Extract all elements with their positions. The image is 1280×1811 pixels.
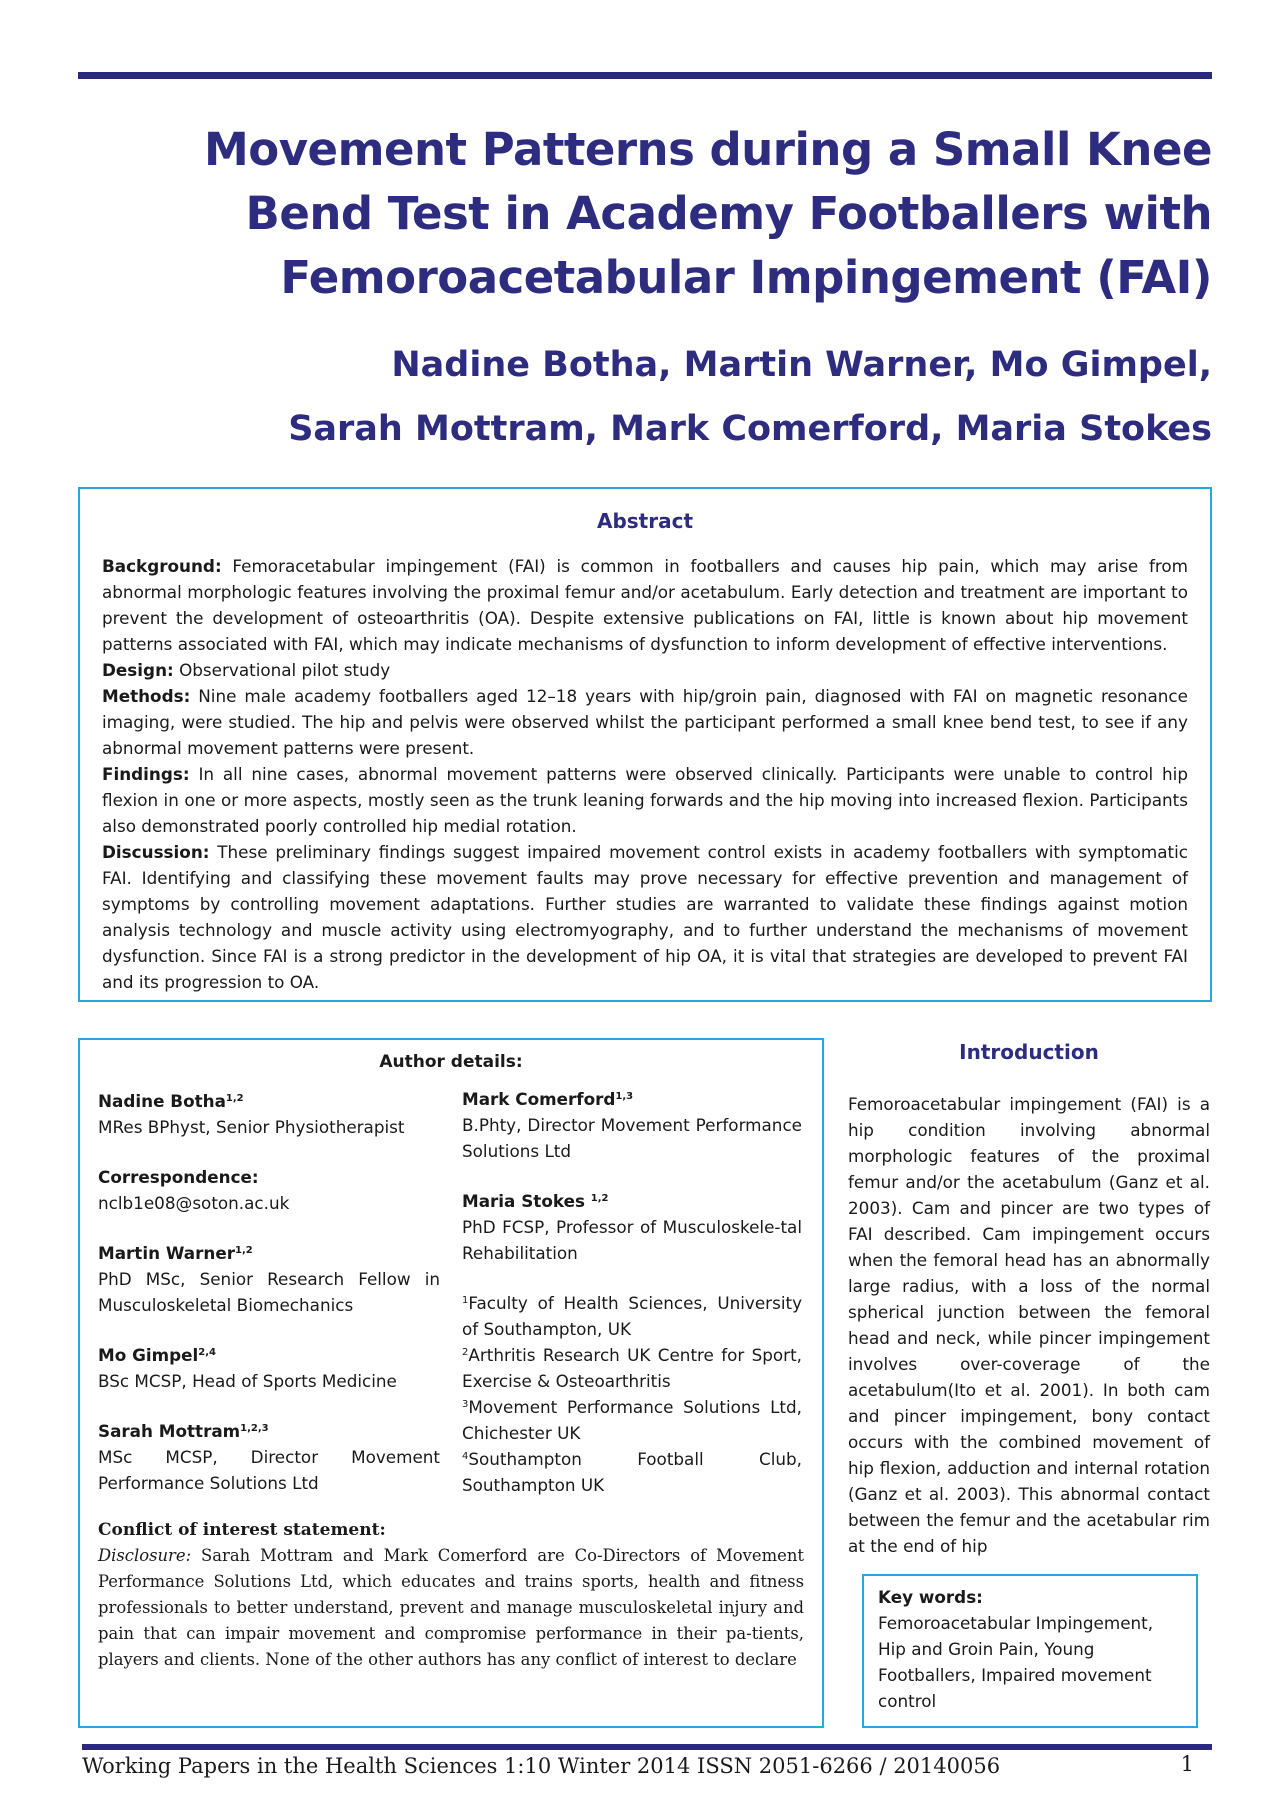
abstract-heading: Abstract bbox=[596, 509, 694, 533]
author-entry-mottram bbox=[98, 1418, 440, 1496]
author-name bbox=[98, 1342, 440, 1368]
affiliation-text: Arthritis Research UK Centre for Sport, Exercise & Osteoarthritis bbox=[462, 1345, 802, 1391]
abstract-box bbox=[78, 487, 1212, 1002]
affiliation-sup: 4 bbox=[462, 1451, 469, 1462]
affiliation-sup: 3 bbox=[462, 1399, 469, 1410]
affiliation-1 bbox=[462, 1290, 802, 1342]
author-list bbox=[212, 333, 1212, 461]
affiliation-3 bbox=[462, 1394, 802, 1446]
author-name-text: Mo Gimpel bbox=[98, 1345, 199, 1365]
abstract-background bbox=[102, 553, 1188, 657]
design-label: Design: bbox=[102, 660, 174, 680]
correspondence-entry bbox=[98, 1164, 440, 1216]
findings-text: In all nine cases, abnormal movement patterns were observed clinically. Participants were unable to control hip flexion in one or more aspects, mostly seen as the trunk leaning forwards and the hip moving into increased flexion. Participants also demonstrated poorly controlled hip medial rotation. bbox=[102, 764, 1188, 836]
author-name bbox=[462, 1188, 802, 1214]
author-details-box bbox=[78, 1038, 824, 1728]
affiliation-2 bbox=[462, 1342, 802, 1394]
discussion-label: Discussion: bbox=[102, 842, 210, 862]
author-description: BSc MCSP, Head of Sports Medicine bbox=[98, 1371, 397, 1391]
author-column-right bbox=[462, 1086, 802, 1498]
title-line-1: Movement Patterns during a Small Knee bbox=[204, 123, 1212, 176]
author-name-text: Martin Warner bbox=[98, 1243, 235, 1263]
keywords-heading: Key words: bbox=[878, 1587, 983, 1607]
author-name bbox=[98, 1088, 440, 1114]
affiliation-4 bbox=[462, 1446, 802, 1498]
author-affiliation-sup: 1,3 bbox=[615, 1091, 634, 1102]
conflict-heading: Conflict of interest statement: bbox=[98, 1520, 386, 1540]
author-entry-gimpel bbox=[98, 1342, 440, 1394]
author-description: PhD FCSP, Professor of Musculoskele-tal Rehabilitation bbox=[462, 1217, 802, 1263]
author-affiliation-sup: 1,2 bbox=[234, 1245, 253, 1256]
methods-label: Methods: bbox=[102, 686, 191, 706]
background-label: Background: bbox=[102, 556, 222, 576]
author-description: B.Phty, Director Movement Performance Solutions Ltd bbox=[462, 1115, 802, 1161]
author-name-text: Mark Comerford bbox=[462, 1089, 616, 1109]
background-text: Femoracetabular impingement (FAI) is common in footballers and causes hip pain, which may arise from abnormal morphologic features involving the proximal femur and/or acetabulum. Early detection and treatment are important to prevent the development of osteoarthritis (OA). Despite extensive publications on FAI, little is known about hip movement patterns associated with FAI, which may indicate mechanisms of dysfunction to inform development of effective interventions. bbox=[102, 556, 1188, 654]
author-line-2: Sarah Mottram, Mark Comerford, Maria Stokes bbox=[288, 409, 1212, 449]
author-affiliation-sup: 1,2,3 bbox=[240, 1423, 269, 1434]
design-text: Observational pilot study bbox=[173, 660, 391, 680]
discussion-text: These preliminary findings suggest impaired movement control exists in academy footballers with symptomatic FAI. Identifying and classifying these movement faults may prove necessary for effective prevention and management of symptoms by controlling movement adaptations. Further studies are warranted to validate these findings against motion analysis technology and muscle activity using electromyography, and to further understand the mechanisms of movement dysfunction. Since FAI is a strong predictor in the development of hip OA, it is vital that strategies are developed to prevent FAI and its progression to OA. bbox=[102, 842, 1188, 992]
author-entry-warner bbox=[98, 1240, 440, 1318]
paper-title bbox=[192, 118, 1212, 310]
conflict-text bbox=[98, 1543, 804, 1673]
affiliation-sup: 2 bbox=[462, 1347, 469, 1358]
introduction-heading: Introduction bbox=[959, 1040, 1099, 1064]
author-entry-botha bbox=[98, 1088, 440, 1140]
correspondence-email[interactable]: nclb1e08@soton.ac.uk bbox=[98, 1193, 290, 1213]
author-name bbox=[98, 1240, 440, 1266]
author-name bbox=[98, 1418, 440, 1444]
author-name bbox=[462, 1086, 802, 1112]
title-line-2: Bend Test in Academy Footballers with bbox=[245, 187, 1212, 240]
conflict-of-interest bbox=[98, 1517, 804, 1673]
author-description: MSc MCSP, Director Movement Performance Solutions Ltd bbox=[98, 1447, 440, 1493]
page-number: 1 bbox=[1180, 1752, 1194, 1776]
author-name-text: Maria Stokes bbox=[462, 1191, 591, 1211]
author-details-heading: Author details: bbox=[379, 1052, 523, 1072]
keywords-text: Femoroacetabular Impingement, Hip and Groin Pain, Young Footballers, Impaired movement control bbox=[878, 1613, 1154, 1711]
title-line-3: Femoroacetabular Impingement (FAI) bbox=[280, 251, 1212, 304]
author-affiliation-sup: 1,2 bbox=[590, 1193, 609, 1204]
author-description: PhD MSc, Senior Research Fellow in Musculoskeletal Biomechanics bbox=[98, 1269, 440, 1315]
affiliation-text: Faculty of Health Sciences, University of Southampton, UK bbox=[462, 1293, 802, 1339]
methods-text: Nine male academy footballers aged 12–18 years with hip/groin pain, diagnosed with FAI on magnetic resonance imaging, were studied. The hip and pelvis were observed whilst the participant performed a small knee bend test, to see if any abnormal movement patterns were present. bbox=[102, 686, 1188, 758]
introduction-text: Femoroacetabular impingement (FAI) is a hip condition involving abnormal morphologic features of the proximal femur and/or the acetabulum (Ganz et al. 2003). Cam and pincer are two types of FAI described. Cam impingement occurs when the femoral head has an abnormally large radius, with a loss of the normal spherical junction between the femoral head and neck, while pincer impingement involves over-coverage of the acetabulum(Ito et al. 2001). In both cam and pincer impingement, bony contact occurs with the combined movement of hip flexion, adduction and internal rotation (Ganz et al. 2003). This abnormal contact between the femur and the acetabular rim at the end of hip bbox=[848, 1094, 1210, 1556]
author-affiliation-sup: 2,4 bbox=[198, 1347, 216, 1358]
findings-label: Findings: bbox=[102, 764, 190, 784]
disclosure-label: Disclosure: bbox=[98, 1546, 192, 1565]
affiliation-text: Movement Performance Solutions Ltd, Chichester UK bbox=[462, 1397, 802, 1443]
affiliation-sup: 1 bbox=[462, 1295, 469, 1306]
abstract-design bbox=[102, 657, 1188, 683]
author-entry-comerford bbox=[462, 1086, 802, 1164]
author-column-left bbox=[98, 1088, 440, 1520]
author-description: MRes BPhyst, Senior Physiotherapist bbox=[98, 1117, 405, 1137]
keywords-box bbox=[862, 1574, 1198, 1728]
footer-citation: Working Papers in the Health Sciences 1:10 Winter 2014 ISSN 2051-6266 / 20140056 bbox=[82, 1754, 1001, 1778]
abstract-discussion bbox=[102, 839, 1188, 995]
top-rule bbox=[78, 72, 1212, 79]
author-entry-stokes bbox=[462, 1188, 802, 1266]
author-line-1: Nadine Botha, Martin Warner, Mo Gimpel, bbox=[391, 345, 1212, 385]
abstract-findings bbox=[102, 761, 1188, 839]
author-name-text: Sarah Mottram bbox=[98, 1421, 241, 1441]
correspondence-label: Correspondence: bbox=[98, 1167, 259, 1187]
conflict-body: Sarah Mottram and Mark Comerford are Co-Directors of Movement Performance Solutions Ltd, which educates and trains sports, health and fitness professionals to better understand, prevent and manage musculoskeletal injury and pain that can impair movement and compromise performance in their pa-tients, players and clients. None of the other authors has any conflict of interest to declare bbox=[98, 1546, 804, 1669]
affiliation-text: Southampton Football Club, Southampton UK bbox=[462, 1449, 802, 1495]
abstract-methods bbox=[102, 683, 1188, 761]
author-affiliation-sup: 1,2 bbox=[225, 1093, 244, 1104]
author-name-text: Nadine Botha bbox=[98, 1091, 226, 1111]
bottom-rule bbox=[82, 1744, 1212, 1750]
